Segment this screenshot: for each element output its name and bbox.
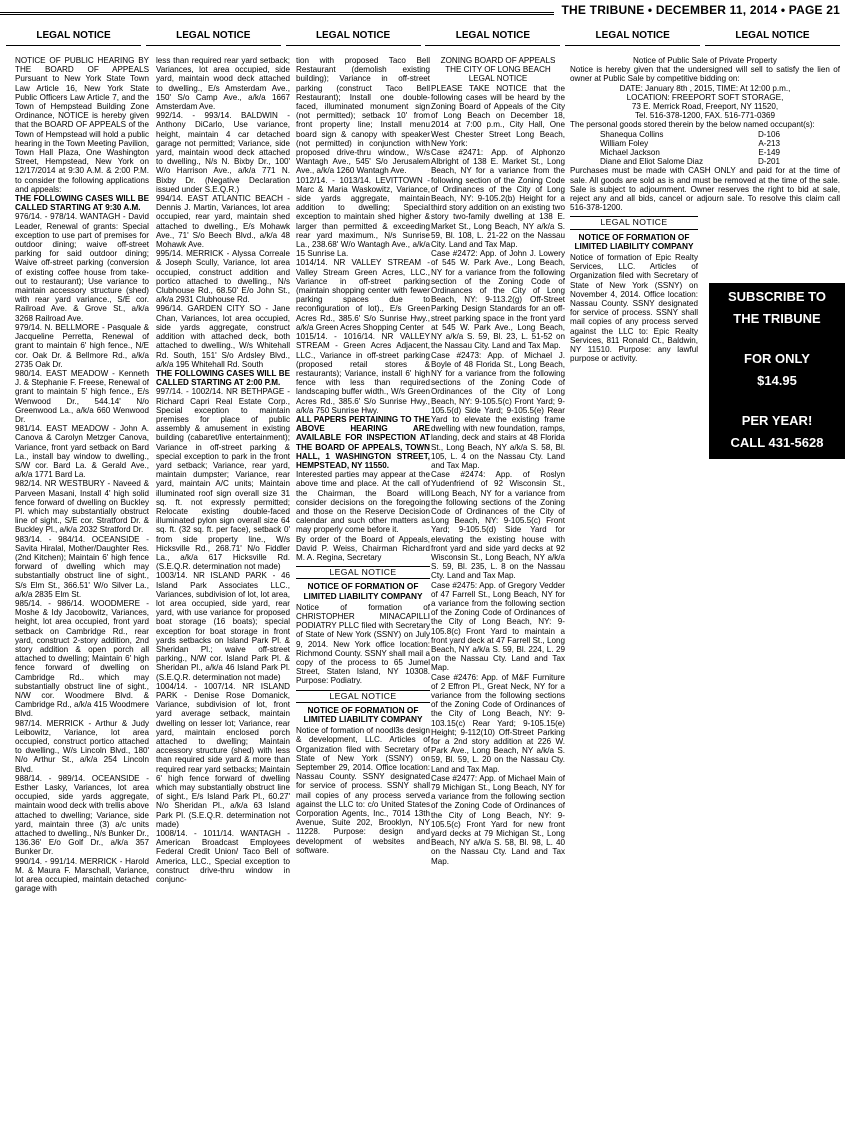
case-entry: 994/14. EAST ATLANTIC BEACH - Dennis J. Martin, Variances, lot area occupied, rear yard, maintain shed attached to dwelling., E/s Mohawk Ave., 71' S/o Beech Blvd., a/k/a 48 Mohawk Ave. xyxy=(156,194,290,250)
sale-intro: Notice is hereby given that the undersigned will sell to satisfy the lien of owner at Public Sale by competitive bidding on: xyxy=(570,65,840,84)
case-entry: 985/14. - 986/14. WOODMERE - Moshe & Idy Jacobowitz, Variances, height, lot area occupied, front yard setback on Cambridge Rd., rear yard, construct 2-story addition, 2nd story addition & open porch all attached to dwelling; Maintain 6' high fence forward of dwelling on Cambridge Rd.. which may substantially obstruct line of sight., N/W cor. Woodmere Blvd. & Cambridge Rd., a/k/a 415 Woodmere Blvd. xyxy=(15,598,149,719)
occupant-name: Michael Jackson xyxy=(600,148,660,158)
case-entry: Case #2473: App. of Michael J. Boyle of 48 Florida St., Long Beach, NY for a variance from the following sections of the Zoning Code of Ordinances of the City of Long Beach, NY: 9-105.5(c) Front Yard; 9-105.5(d) Side Yard; 9-105.5(e) Rear Yard to elevate the existing frame dwelling with new foundation, ramps, landing, deck and stairs at 48 Florida St., Long Beach, NY a/k/a S. 58, Bl. 105, L. 4 on the Nassau Cty. Land and Tax Map. xyxy=(431,350,565,470)
legal-notice-header: LEGAL NOTICE xyxy=(296,690,430,703)
session-heading: THE FOLLOWING CASES WILL BE CALLED STARTING AT 2:00 P.M. xyxy=(156,368,290,388)
occupant-name: Diane and Eliot Salome Diaz xyxy=(600,157,704,167)
occupant-row xyxy=(600,148,780,157)
zoning-intro: PLEASE TAKE NOTICE that the following cases will be heard by the Zoning Board of Appeals of the City of Long Beach on December 18, 2014 at 7:00 p.m., City Hall, One West Chester Street Long Beach, New York: xyxy=(431,83,565,148)
sale-phone: Tel. 516-378-1200, FAX. 516-771-0369 xyxy=(635,111,775,121)
notice-title: NOTICE OF FORMATION OF LIMITED LIABILITY COMPANY xyxy=(574,231,694,251)
signature-block: By order of the Board of Appeals, David P. Weiss, Chairman Richard M. A. Regina, Secretary xyxy=(296,534,430,562)
section-header: LEGAL NOTICE xyxy=(565,30,700,46)
case-entry: 983/14. - 984/14. OCEANSIDE - Savita Hiralal, Mother/Daughter Res. (2nd Kitchen); Maintain 6' high fence forward of dwelling which may substantially obstruct line of sight., S/s Elm St., 366.51' W/o Silver La., a/k/a 2835 Elm St. xyxy=(15,534,149,599)
sale-location: LOCATION: FREEPORT SOFT STORAGE, xyxy=(626,92,784,102)
case-entry: 990/14. - 991/14. MERRICK - Harold M. & Maura F. Marschall, Variance, lot area occupied, maintain detached garage with xyxy=(15,856,149,894)
occupant-unit: A-213 xyxy=(758,138,780,148)
case-entry: 1015/14. - 1016/14. NR VALLEY STREAM - Green Acres Adjacent, LLC., Variance in off-street parking (proposed retail stores & restaurants); Variance, install 6' high fence with less than required landscaping buffer width., W/s Green Acres Rd., 385.6' S/o Sunrise Hwy., a/k/a 750 Sunrise Hwy. xyxy=(296,332,430,415)
occupant-name: Shanequa Collins xyxy=(600,129,664,139)
legal-notice-header: LEGAL NOTICE xyxy=(296,566,430,579)
occupant-unit: D-201 xyxy=(757,157,780,167)
occupant-unit: E-149 xyxy=(758,148,780,158)
notice-body: Notice of formation of Epic Realty Services, LLC. Articles of Organization filed with Secretary of State of New York (SSNY) on November 4, 2014. Office location: Nassau County. SSNY designated for service of process. SSNY shall mail copies of any process served against the LLC to: Epic Realty Services, 811 Ronald Ct., Baldwin, NY 11510. Purpose: any lawful purpose or activity. xyxy=(570,253,698,364)
inspection-notice: ALL PAPERS PERTAINING TO THE ABOVE HEARING ARE AVAILABLE FOR INSPECTION AT THE BOARD OF APPEALS, TOWN HALL, 1 WASHINGTON STREET, HEMPSTEAD, NY 11550. xyxy=(296,414,430,470)
case-entry: 997/14. - 1002/14. NR BETHPAGE - Richard Capri Real Estate Corp., Special exception to maintain premises for place of public assembly & amusement in existing building (cabaret/live entertainment); Variance in off-street parking & special exception to park in the front yard setback; Variance, rear yard, maintain dumpster; Variance, rear yard, maintain A/C units; Maintain illuminated roof sign overall size 31 sq. ft. not expressly permitted; Relocate existing double-faced illuminated pylon sign overall size 64 sq. ft. (32 sq. ft. per face), setback 0' from side property line., W/s Hicksville Rd., 268.71' N/o Fiddler La., a/k/a 617 Hicksville Rd. (S.E.Q.R. determination not made) xyxy=(156,387,290,572)
notice-title: NOTICE OF FORMATION OF LIMITED LIABILITY COMPANY xyxy=(303,581,423,601)
zoning-header-line: LEGAL NOTICE xyxy=(468,74,528,84)
sale-address: 73 E. Merrick Road, Freeport, NY 11520, xyxy=(631,102,779,112)
case-entry: Case #2471: App. of Alphonzo Albright of 138 E. Market St., Long Beach, NY for a variance from the following section of the Zoning Code of Ordinances of the City of Long Beach, NY: 9-105.2(b) Height for a third story addition on an existing two story two-family dwelling at 138 E. Market St., Long Beach, NY a/k/a S. 59, Bl. 108, L. 21-22 on the Nassau City. Land and Tax Map. xyxy=(431,148,565,250)
case-entry: 1004/14. - 1007/14. NR ISLAND PARK - Denise Rose Domanick, Variance, subdivision of lot, front yard average setback, maintain dwelling on lesser lot; Variance, rear yard, maintain enclosed porch attached to dwelling; Maintain accessory structure (shed) with less than required side yard & more than required rear yard setbacks; Maintain 6' high fence forward of dwelling which may substantially obstruct line of sight., E/s Island Park Pl., 60.27' N/o Sheridan Pl., a/k/a 63 Island Park Pl. (S.E.Q.R. determination not made) xyxy=(156,681,290,829)
sale-goods-line: The personal goods stored therein by the below named occupant(s): xyxy=(570,120,815,130)
case-entry: Case #2474: App. of Roslyn Yudenfriend of 92 Wisconsin St., Long Beach, NY for a variance from the following sections of the Zoning Code of Ordinances of the City of Long Beach, NY: 9-105.5(c) Front Yard; 9-105.5(d) Side Yard for elevating the existing house with front yard and side yard decks at 92 Wisconsin St., Long Beach, NY a/k/a S. 59, Bl. 235, L. 8 on the Nassau Cty. Land and Tax Map. xyxy=(431,470,565,581)
case-entry: 988/14. - 989/14. OCEANSIDE - Esther Lasky, Variances, lot area occupied, side yards aggregate, maintain wood deck with trellis above attached to dwelling; Variance, side yard, maintain three (3) a/c units attached to dwelling., N/s Bunker Dr., 136.36' E/o Golf Dr., a/k/a 357 Bunker Dr. xyxy=(15,773,149,857)
section-header: LEGAL NOTICE xyxy=(425,30,560,46)
case-entry: 1003/14. NR ISLAND PARK - 46 Island Park Associates LLC., Variances, subdivision of lot, lot area, lot area occupied, side yard, rear yard, with use variance for proposed boat storage (16 boats); special exception for boat storage in front yards setbacks on Island Park Pl. & Sheridan Pl.; waive off-street parking., N/W cor. Island Park Pl. & Sheridan Pl., a/k/a 46 Island Park Pl. (S.E.Q.R. determination not made) xyxy=(156,571,290,682)
llc-notice-epic xyxy=(570,216,698,363)
occupant-row xyxy=(600,157,780,166)
subscribe-price: $14.95 xyxy=(757,373,797,388)
section-header: LEGAL NOTICE xyxy=(6,30,141,46)
section-headers xyxy=(6,30,840,46)
column-2 xyxy=(156,56,290,884)
case-entry: 980/14. EAST MEADOW - Kenneth J. & Stephanie F. Freese, Renewal of grant to maintain 5' high fence., E/s Wenwood Dr., 544.14' N/o Greenwood La., a/k/a 660 Wenwood Dr. xyxy=(15,368,149,424)
case-entry: Case #2475: App. of Gregory Vedder of 47 Farrell St., Long Beach, NY for a variance from the following section of the Zoning Code of Ordinances of the City of Long Beach, NY: 9-105.8(c) Front Yard to maintain a front yard deck at 47 Farrell St., Long Beach, NY a/k/a S. 59, Bl. 224, L. 29 on the Nassau Cty. Land and Tax Map. xyxy=(431,580,565,673)
case-entry: Case #2477: App. of Michael Main of 79 Michigan St., Long Beach, NY for a variance from the following section of the Zoning Code of Ordinances of the City of Long Beach, NY: 9-105.5(c) Front Yard for new front yard decks at 79 Michigan St., Long Beach, NY a/k/a S. 58, Bl. 98, L. 40 on the Nassau Cty. Land and Tax Map. xyxy=(431,773,565,866)
case-entry: 1008/14. - 1011/14. WANTAGH - American Broadcast Employees Federal Credit Union/ Taco Bell of America, LLC., Special exception to construct drive-thru window in conjunc- xyxy=(156,829,290,885)
subscribe-ad xyxy=(709,283,845,459)
case-entry: 981/14. EAST MEADOW - John A. Canova & Carolyn Metzger Canova, Variance, front yard setback on Bard La., install bay window to dwelling., S/W cor. Bard La. & Gerald Ave., a/k/a 1771 Bard La. xyxy=(15,424,149,480)
zoning-header-line: THE CITY OF LONG BEACH xyxy=(445,65,551,75)
hearing-closing: Interested parties may appear at the above time and place. At the call of the Chairman, the Board will consider decisions on the foregoing and those on the Reserve Decision calendar and such other matters as may properly come before it. xyxy=(296,470,430,535)
session-heading: THE FOLLOWING CASES WILL BE CALLED STARTING AT 9:30 A.M. xyxy=(15,194,149,213)
case-entry: 996/14. GARDEN CITY SO - Jane Chan, Variances, lot area occupied, side yards aggregate, construct addition with attached deck, both attached to dwelling., W/s Whitehall Rd. South, 151' S/o Ardsley Blvd., a/k/a 195 Whitehall Rd. South xyxy=(156,304,290,369)
hearing-intro: NOTICE OF PUBLIC HEARING BY THE BOARD OF APPEALS Pursuant to New York State Town Law Article 16, New York State Public Officers Law Article 7, and the Town of Hempstead Building Zone Ordinance, NOTICE is hereby given that the BOARD OF APPEALS of the Town of Hempstead will hold a public hearing in the Town Meeting Pavilion, Town Hall Plaza, One Washington Street, Hempstead, New York on 12/17/2014 at 9:30 A.M. & 2:00 P.M. to consider the following applications and appeals: xyxy=(15,56,149,194)
section-header: LEGAL NOTICE xyxy=(146,30,281,46)
case-entry: 987/14. MERRICK - Arthur & Judy Leibowitz, Variance, lot area occupied, construct portico attached to dwelling., W/s Lincoln Blvd., 180' N/o Arthur St., a/k/a 254 Lincoln Blvd. xyxy=(15,718,149,774)
case-entry: 1014/14. NR VALLEY STREAM - Valley Stream Green Acres, LLC., Variance in off-street parking (maintain shopping center with fewer parking spaces due to reconfiguration of lot)., E/s Green Acres Rd., 385.6' S/o Sunrise Hwy., a/k/a Green Acres Shopping Center xyxy=(296,258,430,332)
notice-title: NOTICE OF FORMATION OF LIMITED LIABILITY COMPANY xyxy=(303,704,423,725)
subscribe-line: SUBSCRIBE TO xyxy=(728,289,826,304)
column-3 xyxy=(296,56,430,855)
subscribe-phone: CALL 431-5628 xyxy=(730,435,824,450)
case-entry: less than required rear yard setback; Variances, lot area occupied, side yard, maintain wood deck attached to dwelling., E/s Amsterdam Ave., 150' S/o Camp Ave., a/k/a 1667 Amsterdam Ave. xyxy=(156,56,290,112)
notice-body: Notice of formation of noodl3s design & development, LLC. Articles of Organization filed with Secretary of State of New York (SSNY) on September 29, 2014. Office location: Nassau County. SSNY designated for service of process. SSNY shall mail copies of any process served against the LLC to: c/o United States Corporation Agents, Inc., 7014 13th Avenue, Suite 202, Brooklyn, NY 11228. Purpose: design and development of websites and software. xyxy=(296,726,430,855)
sale-closing: Purchases must be made with CASH ONLY and paid for at the time of sale. All goods are sold as is and must be removed at the time of the sale. Sale is subject to adjournment. Owner reserves the right to bid at sale, reject any and all bids, cancel or adjourn sale. To resolve this claim call 516-378-1200. xyxy=(570,166,840,213)
case-entry: Case #2472: App. of John J. Lowery of 545 W. Park Ave., Long Beach, NY for a variance from the following section of the Zoning Code of Ordinances of the City of Long Beach, NY: 9-113.2(g) Off-Street Parking Design Standards for an off-street parking space in the front yard at 545 W. Park Ave., Long Beach, NY a/k/a S. 59, Bl. 23, L. 51-52 on the Nassau City. Land and Tax Map. xyxy=(431,249,565,351)
column-1 xyxy=(15,56,149,893)
subscribe-line: THE TRIBUNE xyxy=(733,311,821,326)
sale-title: Notice of Public Sale of Private Property xyxy=(633,56,777,65)
case-entry: 982/14. NR WESTBURY - Naveed & Parveen Masani, Install 4' high solid fence forward of dwelling on Buckley Pl. which may substantially obstruct line of sight., S/E cor. Stratford Dr. & Buckley Pl., a/k/a 2032 Stratford Dr. xyxy=(15,479,149,535)
notice-body: Notice of formation of CHRISTOPHER MINACAPILLI PODIATRY PLLC filed with Secretary of State of New York (SSNY) on July 9, 2014. New York office location: Richmond County. SSNY shall mail a copy of the process to 65 Jumel Street, Staten Island, NY 10308. Purpose: Podiatry. xyxy=(296,602,430,686)
case-entry: Case #2476: App. of M&F Furniture of 2 Effron Pl., Great Neck, NY for a variance from the following sections of the Zoning Code of Ordinances of the City of Long Beach, NY: 9-103.15(c) Rear Yard; 9-105.15(e) Height; 9-112(10) Off-Street Parking for a 2nd story addition at 226 W. Park Ave., Long Beach, NY a/k/a S. 59, Bl. 59, L. 20 on the Nassau Cty. Land and Tax Map. xyxy=(431,672,565,774)
legal-notice-header: LEGAL NOTICE xyxy=(570,216,698,229)
occupant-name: William Foley xyxy=(600,138,649,148)
sale-date: DATE: January 8th , 2015, TIME: At 12:00 p.m., xyxy=(619,83,791,93)
case-entry: 976/14. - 978/14. WANTAGH - David Leader, Renewal of grants: Special exception to use part of premises for outdoor dining; waive off-street parking for said outdoor dining; Waive off-street parking (conversion of existing coffee house from take-out to restaurant); Use variance to maintain accessory structure (shed) with rear yard variance., S/E cor. Railroad Ave. & Grove St., a/k/a 3268 Railroad Ave. xyxy=(15,212,149,323)
column-4 xyxy=(431,56,565,866)
occupant-unit: D-106 xyxy=(757,129,780,139)
case-entry: 979/14. N. BELLMORE - Pasquale & Jacqueline Perretta, Renewal of grant to maintain 6' high fence., N/E cor. Oak Dr. & Bellmore Rd., a/k/a 2735 Oak Dr. xyxy=(15,322,149,369)
case-entry: 1012/14. - 1013/14. LEVITTOWN - Marc & Maria Waskowitz, Variance, side yards aggregate, maintain addition to dwelling; Special exception to maintain shed higher & larger than permitted & exceeding rear yard maximum., N/s Sunrise La., 238.68' W/o Wantagh Ave., a/k/a 15 Sunrise La. xyxy=(296,175,430,259)
occupant-list xyxy=(570,130,780,167)
case-entry: 995/14. MERRICK - Alyssa Correale & Joseph Scully, Variance, lot area occupied, construct addition and portico attached to dwelling., N/s Clubhouse Rd., 68.50' E/o John St., a/k/a 2931 Clubhouse Rd. xyxy=(156,249,290,305)
subscribe-line: FOR ONLY xyxy=(744,351,810,366)
zoning-header xyxy=(431,56,565,84)
masthead-text: THE TRIBUNE • DECEMBER 11, 2014 • PAGE 21 xyxy=(554,3,840,17)
case-entry: tion with proposed Taco Bell Restaurant (demolish existing building); Variance in off-street parking (construct Taco Bell Restaurant); Install one double-faced, illuminated monument sign (not permitted); setback 10' from front property line; Install menu board sign & canopy with speaker (not permitted) in conjunction with proposed drive-thru window., W/s Wantagh Ave., 545' S/o Jerusalem Ave., a/k/a 1260 Wantagh Ave. xyxy=(296,56,430,176)
occupant-row xyxy=(600,130,780,139)
zoning-header-line: ZONING BOARD OF APPEALS xyxy=(440,56,556,65)
section-header: LEGAL NOTICE xyxy=(286,30,421,46)
section-header: LEGAL NOTICE xyxy=(705,30,840,46)
subscribe-line: PER YEAR! xyxy=(741,413,813,428)
case-entry: 992/14. - 993/14. BALDWIN - Anthony DiCarlo, Use variance, height, maintain 4 car detached garage not permitted; Variance, side yard, maintain wood deck attached to dwelling., N/s N. Bixby Dr., 100' W/o Harrison Ave., a/k/a 771 N. Bixby Dr. (Negative Declaration issued under S.E.Q.R.) xyxy=(156,111,290,194)
occupant-row xyxy=(600,139,780,148)
